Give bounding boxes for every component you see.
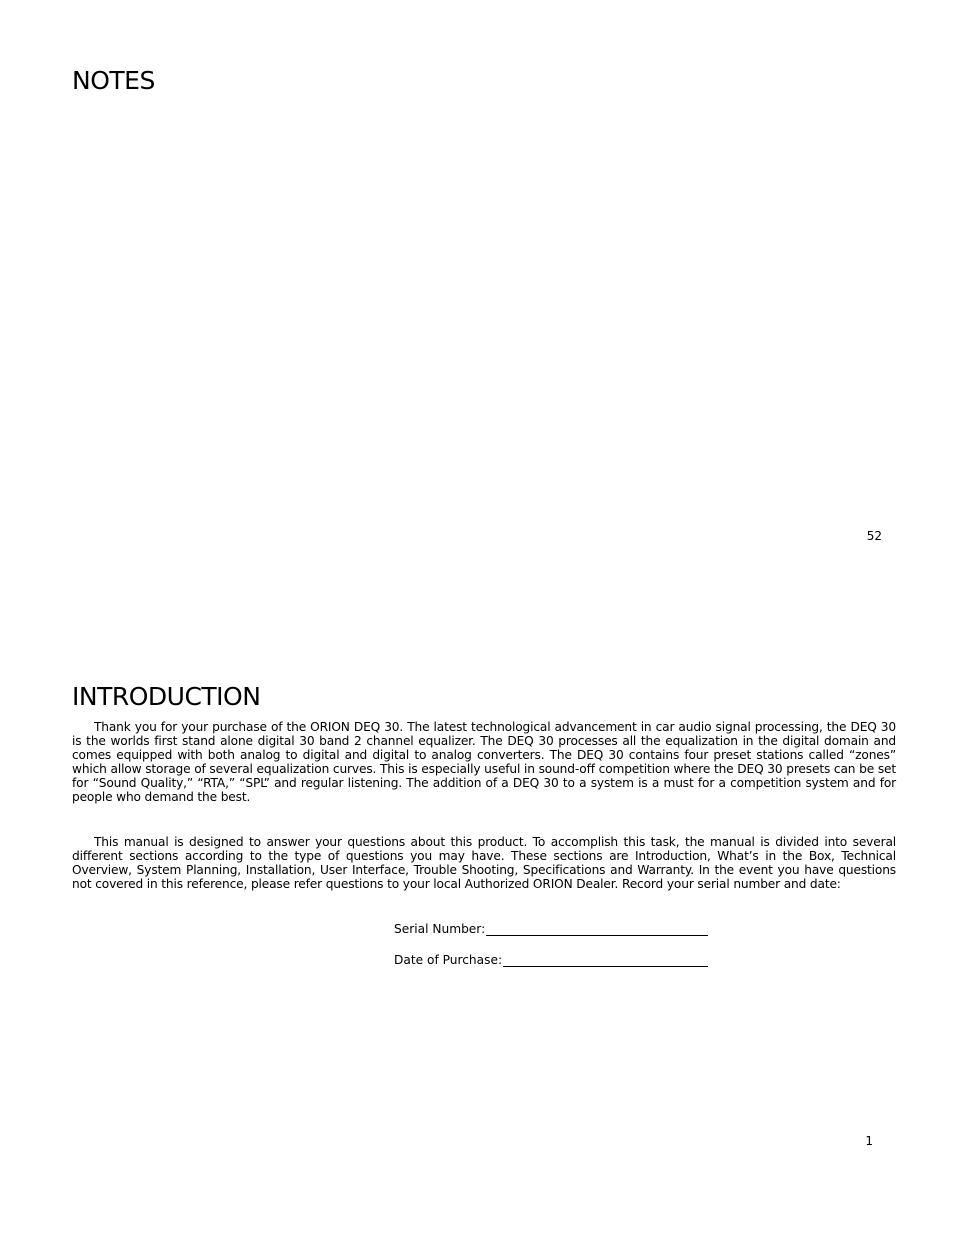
- notes-heading: NOTES: [72, 66, 155, 95]
- page-number-top: 52: [866, 529, 882, 543]
- serial-number-row: [394, 922, 708, 936]
- date-of-purchase-blank-line: [503, 954, 708, 967]
- serial-number-blank-line: [486, 923, 708, 936]
- intro-paragraph-2: This manual is designed to answer your questions about this product. To accomplish this task, the manual is divided into several different sections according to the type of questions you may have. These sections are Introduction, What’s in the Box, Technical Overview, System Planning, Installation, User Interface, Trouble Shooting, Specifications and Warranty. In the event you have questions not covered in this reference, please refer questions to your local Authorized ORION Dealer. Record your serial number and date:: [72, 835, 896, 891]
- intro-paragraph-1: Thank you for your purchase of the ORION DEQ 30. The latest technological advancement in car audio signal processing, the DEQ 30 is the worlds first stand alone digital 30 band 2 channel equalizer. The DEQ 30 processes all the equalization in the digital domain and comes equipped with both analog to digital and digital to analog converters. The DEQ 30 contains four preset stations called “zones” which allow storage of several equalization curves. This is especially useful in sound-off competition where the DEQ 30 presets can be set for “Sound Quality,” “RTA,” “SPL” and regular listening. The addition of a DEQ 30 to a system is a must for a competition system and for people who demand the best.: [72, 720, 896, 804]
- page-number-bottom: 1: [865, 1134, 873, 1148]
- introduction-heading: INTRODUCTION: [72, 682, 261, 711]
- date-of-purchase-row: [394, 953, 708, 967]
- date-of-purchase-label: Date of Purchase:: [394, 953, 503, 967]
- serial-number-label: Serial Number:: [394, 922, 486, 936]
